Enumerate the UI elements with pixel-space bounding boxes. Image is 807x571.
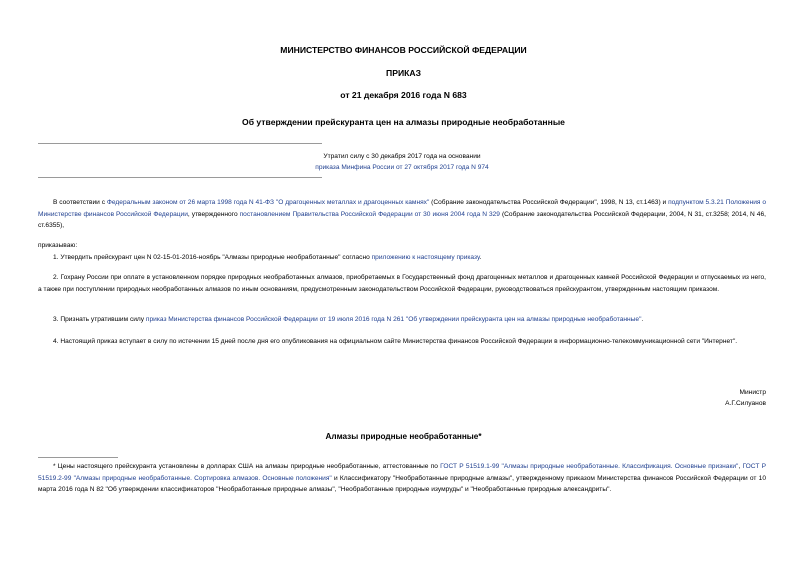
government-decree-link[interactable]: постановлением Правительства Российской Федерации от 30 июня 2004 года N 329 bbox=[239, 210, 500, 218]
preamble-text: В соответствии с bbox=[53, 199, 107, 206]
divider-top bbox=[38, 143, 322, 144]
item-3-text: . bbox=[641, 316, 644, 323]
divider-bottom bbox=[38, 177, 322, 178]
footnote-text: , bbox=[738, 463, 743, 470]
document-title: Об утверждении прейскуранта цен на алмазы природные необработанные bbox=[242, 117, 565, 127]
signature-block bbox=[725, 387, 766, 409]
item-3-text: 3. Признать утратившим силу bbox=[53, 316, 146, 323]
expiry-notice-text: Утратил силу с 30 декабря 2017 года на основании bbox=[323, 153, 481, 160]
footnote bbox=[38, 461, 766, 496]
item-4: 4. Настоящий приказ вступает в силу по истечении 15 дней после дня его опубликования на официальном сайте Министерства финансов Российской Федерации в информационно-телекоммуникационной сети "Интернет". bbox=[53, 338, 738, 345]
appendix-link[interactable]: приложению к настоящему приказу bbox=[371, 254, 480, 261]
item-1-text: . bbox=[479, 254, 482, 261]
signature-position: Министр bbox=[739, 389, 766, 396]
expiry-notice bbox=[38, 151, 766, 173]
footnote-text: и Классификатору "Необработанные природные алмазы", утвержденному приказом Министерства финансов Российской Федерации от 10 марта 2016 года N 82 "Об утверждении классификаторов "Необработанные природные алмазы", "Необработанные природные изумруды" и "Необработанные природные александриты". bbox=[38, 474, 766, 493]
item-1-text: 1. Утвердить прейскурант цен N 02-15-01-2016-ноябрь "Алмазы природные необработанные" согласно bbox=[53, 254, 372, 261]
preamble-text: (Собрание законодательства Российской Федерации", 1998, N 13, ст.1463) и bbox=[429, 199, 669, 206]
doc-type-heading: ПРИКАЗ bbox=[386, 68, 421, 78]
item-2: 2. Гохрану России при оплате в установленном порядке природных необработанных алмазов, приобретаемых в Государственный фонд драгоценных металлов и драгоценных камней Российской Федерации и отпускаемых из него, а также при поступлении природных необработанных алмазов по иным основаниям, предусмотренным законодательством Российской Федерации, руководствоваться прейскурантом, утвержденным настоящим приказом. bbox=[38, 274, 766, 293]
gost-1-link[interactable]: ГОСТ Р 51519.1-99 "Алмазы природные необработанные. Классификация. Основные признаки" bbox=[440, 463, 739, 470]
item-1 bbox=[38, 252, 766, 264]
gost-2-link[interactable]: ГОСТ Р 51519.2-99 "Алмазы природные необработанные. Сортировка алмазов. Основные положения" bbox=[38, 463, 766, 482]
preamble-text: , утвержденного bbox=[187, 210, 240, 218]
preamble-text: (Собрание законодательства Российской Федерации, 2004, N 31, ст.3258; 2014, N 46, ст.6355), bbox=[38, 210, 766, 229]
appendix-title: Алмазы природные необработанные* bbox=[325, 432, 482, 441]
regulation-link[interactable]: подпунктом 5.3.21 Положения о Министерстве финансов Российской Федерации bbox=[38, 199, 766, 218]
footnote-text: * Цены настоящего прейскуранта установлены в долларах США на алмазы природные необработанные, аттестованные по bbox=[53, 463, 441, 470]
date-number-heading: от 21 декабря 2016 года N 683 bbox=[340, 90, 467, 100]
order-word: приказываю: bbox=[38, 242, 78, 249]
signature-name: А.Г.Силуанов bbox=[725, 400, 766, 407]
federal-law-link[interactable]: Федеральным законом от 26 марта 1998 года N 41-ФЗ "О драгоценных металлах и драгоценных камнях" bbox=[106, 199, 430, 206]
ministry-heading: МИНИСТЕРСТВО ФИНАНСОВ РОССИЙСКОЙ ФЕДЕРАЦИИ bbox=[280, 45, 527, 55]
preamble-paragraph bbox=[38, 197, 766, 232]
footnote-divider bbox=[38, 457, 118, 458]
expiry-notice-link[interactable]: приказа Минфина России от 27 октября 2017 года N 974 bbox=[315, 164, 489, 171]
item-3 bbox=[38, 314, 766, 326]
previous-order-link[interactable]: приказ Министерства финансов Российской Федерации от 19 июля 2016 года N 261 "Об утверждении прейскуранта цен на алмазы природные необработанные" bbox=[145, 316, 642, 323]
